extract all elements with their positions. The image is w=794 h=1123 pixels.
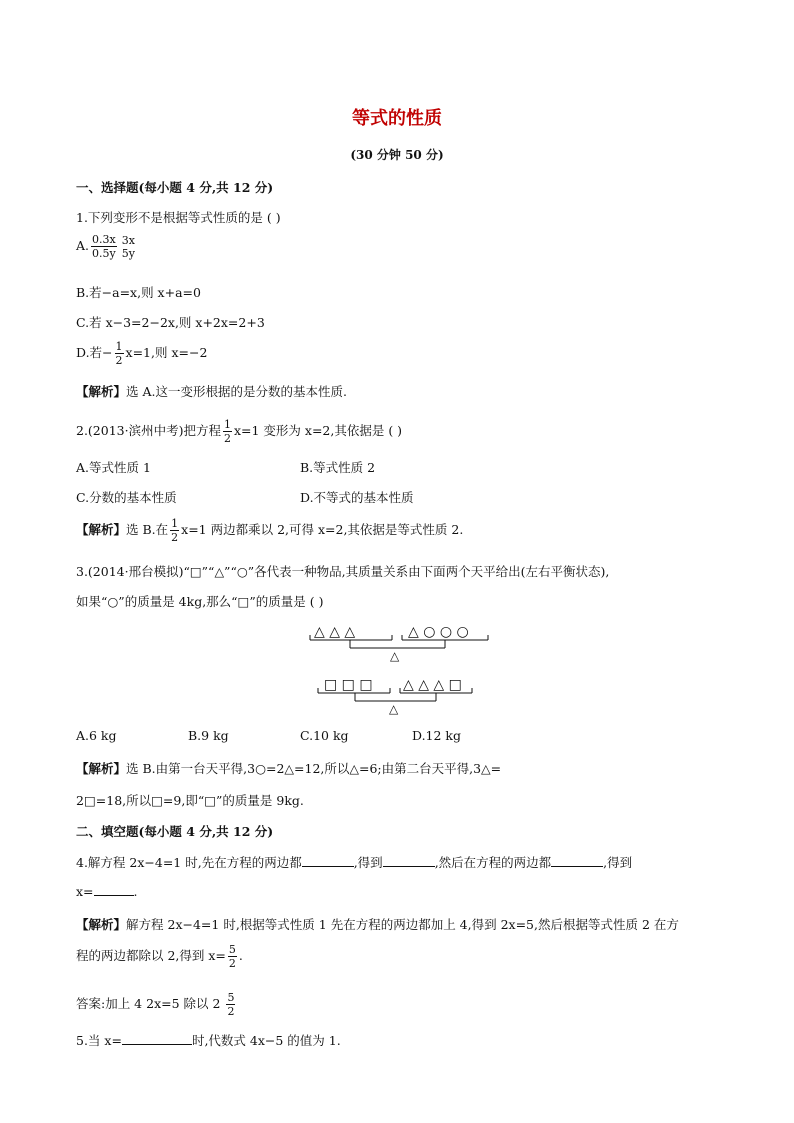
q4-stem-line2: x= . <box>76 884 138 899</box>
q1-analysis: 【解析】选 A.这一变形根据的是分数的基本性质. <box>76 384 347 399</box>
q3-stem-line2: 如果“○”的质量是 4kg,那么“□”的质量是 ( ) <box>76 594 324 609</box>
q4-blank-1[interactable] <box>302 854 354 867</box>
balance-1-fulcrum: △ <box>390 649 400 663</box>
balance-1 <box>310 624 488 663</box>
balance-1-left-items: △ △ △ <box>314 624 356 640</box>
q3-analysis-line1: 【解析】选 B.由第一台天平得,3○=2△=12,所以△=6;由第二台天平得,3△= <box>76 761 502 776</box>
q1-option-a: A. $\frac{0.3x}{0.5y}$ 3x 5y <box>76 233 135 260</box>
q5-blank[interactable] <box>122 1032 192 1045</box>
q5-stem: 5.当 x= 时,代数式 4x−5 的值为 1. <box>76 1033 341 1048</box>
q2-stem-fraction: $\frac{1}{2}$ <box>223 418 231 445</box>
q2-option-c: C.分数的基本性质 <box>76 490 177 505</box>
time-score: (30 分钟 50 分) <box>350 148 444 162</box>
q3-option-d: D.12 kg <box>412 728 462 743</box>
q2-analysis: 【解析】选 B.在 $\frac{1}{2}$ x=1 两边都乘以 2,可得 x=2,其依据是等式性质 2. <box>76 517 464 544</box>
section-1-heading: 一、选择题(每小题 4 分,共 12 分) <box>76 180 274 195</box>
q4-analysis-line2: 程的两边都除以 2,得到 x= $\frac{5}{2}$ . <box>76 943 243 970</box>
q1-stem: 1.下列变形不是根据等式性质的是 ( ) <box>76 210 281 225</box>
q3-analysis-line2: 2□=18,所以□=9,即“□”的质量是 9kg. <box>76 793 304 808</box>
q4-stem-line1: 4.解方程 2x−4=1 时,先在方程的两边都 ,得到 ,然后在方程的两边都 ,得到 <box>76 855 633 870</box>
q1-a-right-fraction: 3x 5y <box>121 233 135 260</box>
balance-1-right-items: △ ○ ○ ○ <box>408 624 469 640</box>
q2-option-d: D.不等式的基本性质 <box>300 490 414 505</box>
q3-option-c: C.10 kg <box>300 728 349 743</box>
q4-answer: 答案:加上 4 2x=5 除以 2 $\frac{5}{2}$ <box>76 991 235 1018</box>
q4-answer-fraction: $\frac{5}{2}$ <box>227 991 235 1018</box>
q3-option-b: B.9 kg <box>188 728 229 743</box>
q4-blank-3[interactable] <box>551 854 603 867</box>
balance-2-right-items: △ △ △ □ <box>403 677 462 693</box>
section-2-heading: 二、填空题(每小题 4 分,共 12 分) <box>76 824 274 839</box>
q4-analysis-line1: 【解析】解方程 2x−4=1 时,根据等式性质 1 先在方程的两边都加上 4,得到 2x=5,然后根据等式性质 2 在方 <box>76 917 679 932</box>
q1-option-d: D.若− $\frac{1}{2}$ x=1,则 x=−2 <box>76 340 208 367</box>
q1-a-left-fraction: $\frac{0.3x}{0.5y}$ <box>92 233 116 260</box>
balance-2-fulcrum: △ <box>389 702 399 716</box>
balance-2 <box>318 677 472 716</box>
q2-analysis-fraction: $\frac{1}{2}$ <box>171 517 179 544</box>
q4-blank-2[interactable] <box>383 854 435 867</box>
q2-stem: 2.(2013·滨州中考)把方程 $\frac{1}{2}$ x=1 变形为 x=2,其依据是 ( ) <box>76 418 403 445</box>
balance-scales-figure <box>300 618 500 718</box>
q4-analysis-fraction: $\frac{5}{2}$ <box>228 943 236 970</box>
q1-option-c: C.若 x−3=2−2x,则 x+2x=2+3 <box>76 315 265 330</box>
balance-2-left-items: □ □ □ <box>324 677 373 693</box>
q2-option-b: B.等式性质 2 <box>300 460 376 475</box>
q4-blank-4[interactable] <box>94 883 134 896</box>
q3-stem-line1: 3.(2014·邢台模拟)“□”“△”“○”各代表一种物品,其质量关系由下面两个天平给出(左右平衡状态), <box>76 564 610 579</box>
q1-option-b: B.若−a=x,则 x+a=0 <box>76 285 201 300</box>
q3-option-a: A.6 kg <box>76 728 117 743</box>
page-title: 等式的性质 <box>352 108 442 129</box>
q2-option-a: A.等式性质 1 <box>76 460 151 475</box>
q1-d-fraction: $\frac{1}{2}$ <box>115 340 123 367</box>
